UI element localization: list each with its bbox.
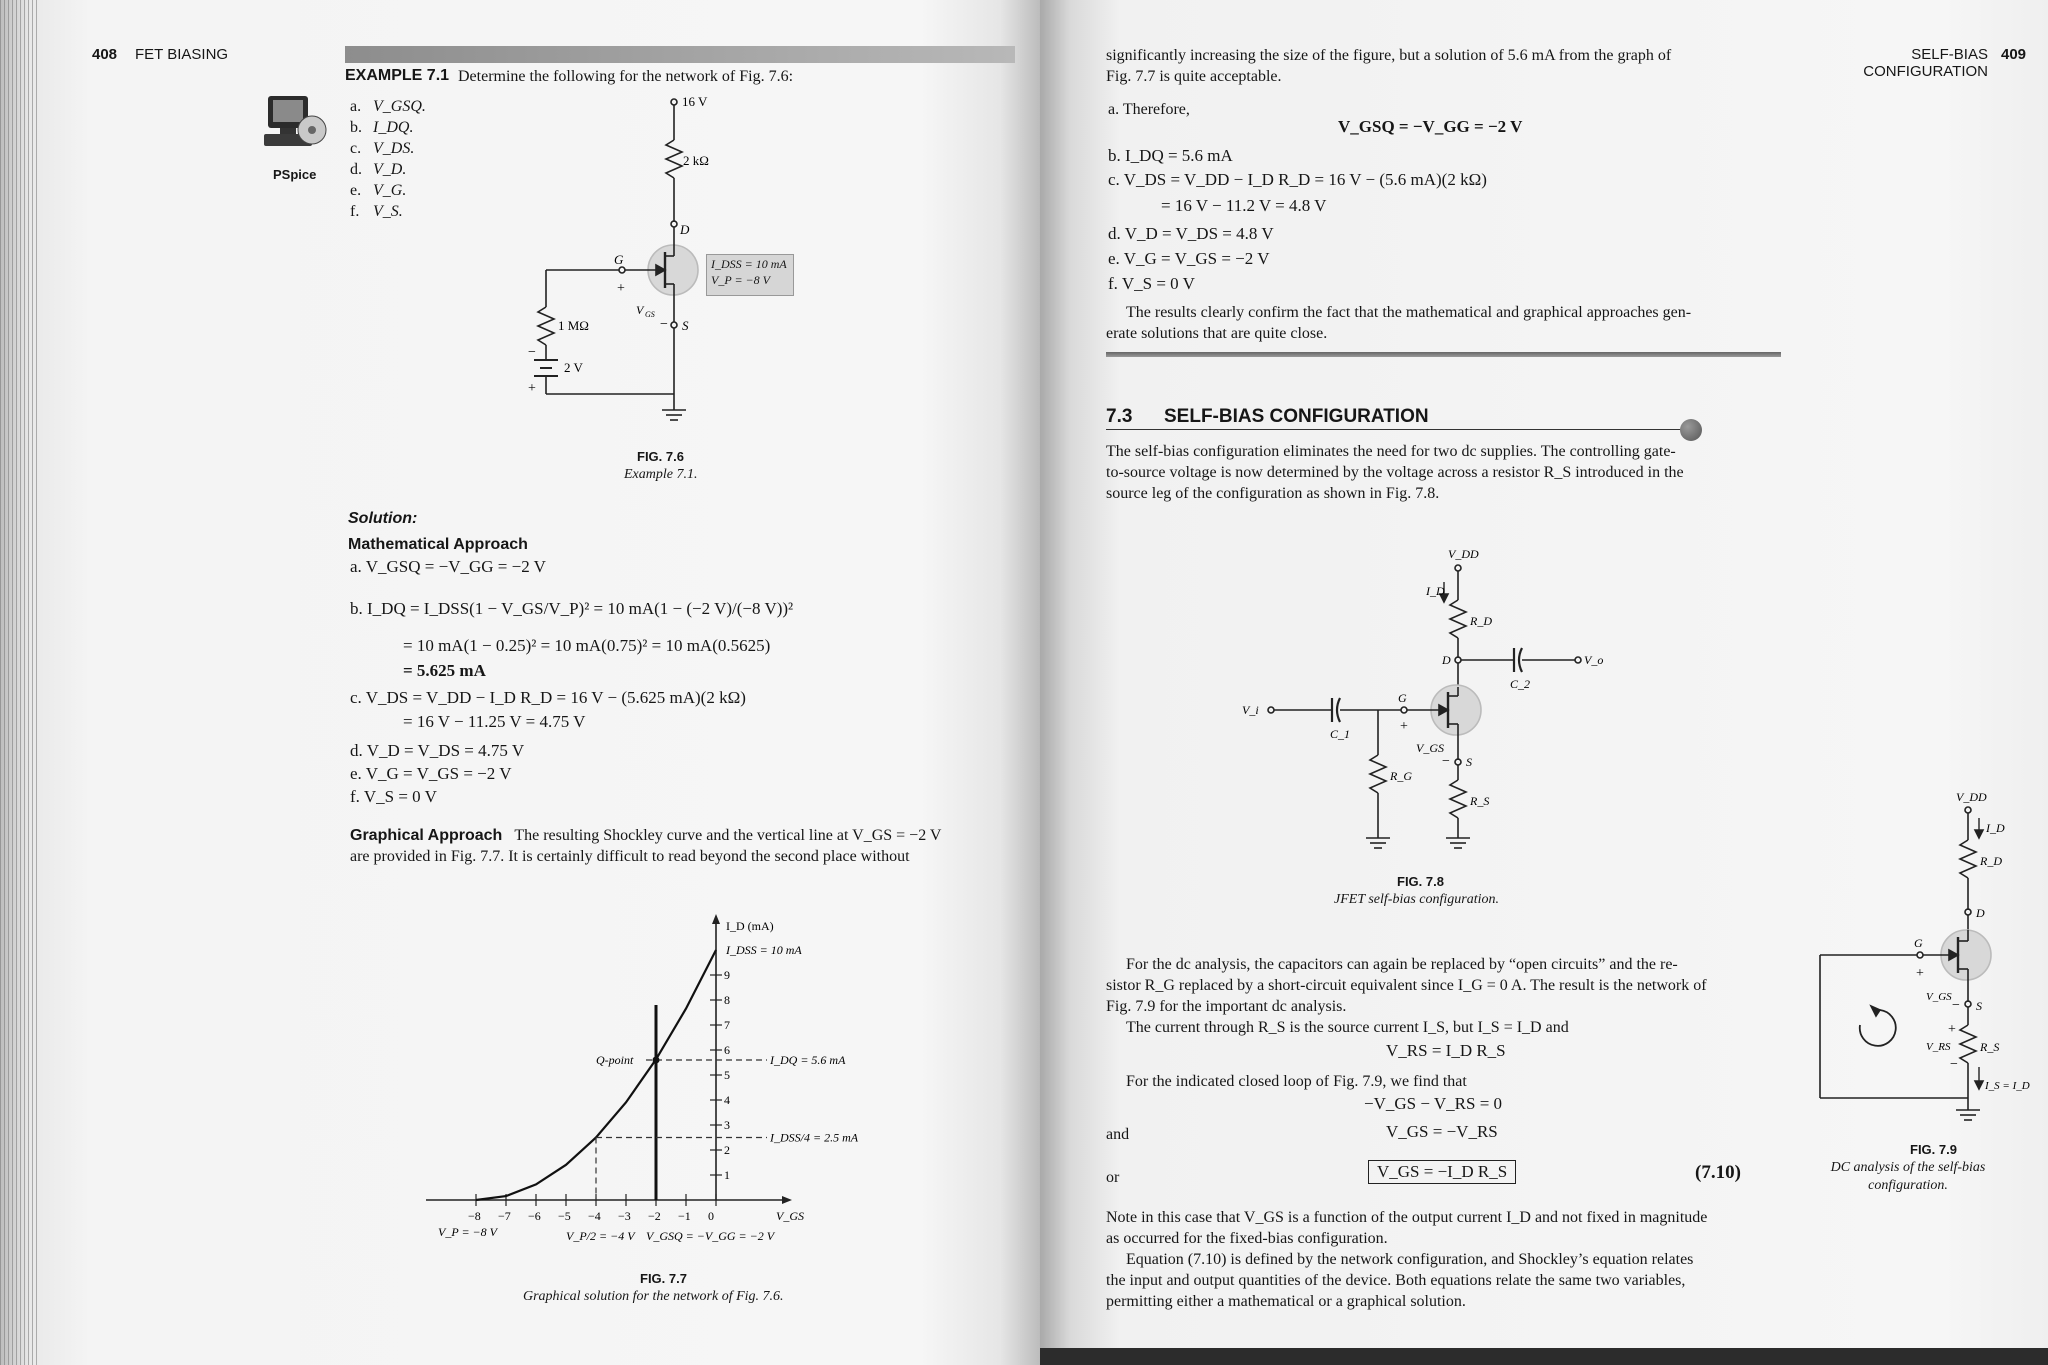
q-point-label: Q-point <box>596 1053 634 1067</box>
running-head-right-2: CONFIGURATION <box>1863 63 1988 80</box>
fig76-rg-label: 1 MΩ <box>558 318 589 333</box>
fig79-plus: + <box>1916 966 1924 981</box>
current-text: The current through R_S is the source current I_S, but I_S = I_D and <box>1126 1019 1569 1036</box>
idss-label: I_DSS = 10 mA <box>726 943 802 957</box>
example-item-f-letter: f. <box>350 203 360 220</box>
y-tick-label: 4 <box>724 1093 730 1107</box>
right-eq-d: d. V_D = V_DS = 4.8 V <box>1108 224 1274 243</box>
eq-boxed: V_GS = −I_D R_S <box>1368 1160 1516 1184</box>
eqdef-text3: permitting either a mathematical or a graphical solution. <box>1106 1293 1466 1310</box>
vdd-terminal <box>671 99 677 105</box>
fig78-c1-label: C_1 <box>1330 727 1351 741</box>
example-prompt: Determine the following for the network of Fig. 7.6: <box>458 68 794 85</box>
example-item-b: I_DQ. <box>373 119 414 136</box>
fig78-s-label: S <box>1466 755 1472 769</box>
y-tick-label: 8 <box>724 993 730 1007</box>
fig76-minus: − <box>660 317 668 332</box>
graphical-approach-text2: are provided in Fig. 7.7. It is certainly difficult to read beyond the second place without <box>350 848 910 865</box>
right-top-text2: Fig. 7.7 is quite acceptable. <box>1106 68 1282 85</box>
fig79-caption1: DC analysis of the self-bias <box>1830 1160 1986 1175</box>
page-number-right: 409 <box>2001 46 2027 63</box>
fig76-s-label: S <box>682 318 689 333</box>
fig78-id-label: I_D <box>1426 584 1445 598</box>
y-tick-label: 3 <box>724 1118 730 1132</box>
running-head-right-1: SELF-BIAS <box>1911 46 1988 63</box>
intro-line1: The self-bias configuration eliminates the need for two dc supplies. The controlling gate- <box>1106 443 1676 460</box>
fig76-d-label: D <box>680 222 690 237</box>
eq-number: (7.10) <box>1695 1162 1741 1183</box>
solution-eq-d: d. V_D = V_DS = 4.75 V <box>350 741 525 760</box>
right-eq-f: f. V_S = 0 V <box>1108 274 1195 293</box>
eq-and: V_GS = −V_RS <box>1386 1122 1498 1141</box>
fig79-g-label: G <box>1914 936 1923 950</box>
fig76-battery-plus: + <box>528 381 536 396</box>
dc-text3: Fig. 7.9 for the important dc analysis. <box>1106 998 1347 1015</box>
fig78-vo-label: V_o <box>1584 653 1604 667</box>
x-tick-label: −2 <box>648 1209 661 1223</box>
section-number: 7.3 <box>1106 406 1133 427</box>
example-header-bar <box>345 46 1015 63</box>
rg-resistor <box>538 307 554 345</box>
solution-eq-c: c. V_DS = V_DD − I_D R_D = 16 V − (5.625 mA)(2 kΩ) <box>350 688 746 707</box>
fig77-title: FIG. 7.7 <box>640 1271 687 1286</box>
section-title: SELF-BIAS CONFIGURATION <box>1164 406 1429 427</box>
example-item-a-letter: a. <box>350 98 362 115</box>
graphical-approach-heading: Graphical Approach <box>350 827 503 844</box>
fig78-plus: + <box>1400 719 1408 734</box>
fig76-battery-minus: − <box>528 345 536 360</box>
solution-eq-b3: = 5.625 mA <box>403 661 486 680</box>
math-approach-heading: Mathematical Approach <box>348 536 528 553</box>
fig79-rs-label: R_S <box>1980 1040 2000 1054</box>
fig79-s-label: S <box>1976 999 1982 1013</box>
fig78-d-label: D <box>1442 653 1451 667</box>
right-results2: erate solutions that are quite close. <box>1106 325 1328 342</box>
fig-7-9-circuit <box>1780 780 2040 1130</box>
fig76-rd-label: 2 kΩ <box>683 153 709 168</box>
y-tick-label: 6 <box>724 1043 730 1057</box>
right-eq-e: e. V_G = V_GS = −2 V <box>1108 249 1270 268</box>
book-binding-edge <box>0 0 40 1365</box>
fig-7-7-chart <box>440 890 860 1260</box>
x-axis-label: V_GS <box>776 1209 804 1223</box>
x-tick-label: −7 <box>498 1209 511 1223</box>
pspice-computer-icon <box>262 92 328 162</box>
example-item-d-letter: d. <box>350 161 362 178</box>
example-item-c-letter: c. <box>350 140 362 157</box>
y-tick-label: 5 <box>724 1068 730 1082</box>
fig79-minus: − <box>1952 998 1960 1013</box>
fig76-vgg-label: 2 V <box>564 360 583 375</box>
pspice-label: PSpice <box>273 167 317 182</box>
fig76-plus: + <box>617 281 625 296</box>
example-item-a: V_GSQ. <box>373 98 426 115</box>
idq-label: I_DQ = 5.6 mA <box>770 1053 846 1067</box>
x-tick-label: −6 <box>528 1209 541 1223</box>
right-eq-c: c. V_DS = V_DD − I_D R_D = 16 V − (5.6 mA)(2 kΩ) <box>1108 170 1487 189</box>
x-tick-label: 0 <box>708 1209 714 1223</box>
vp2-label: V_P/2 = −4 V <box>566 1229 635 1243</box>
fig78-minus: − <box>1442 754 1450 769</box>
page-bottom-shadow <box>1040 1348 2048 1365</box>
x-tick-label: −4 <box>588 1209 601 1223</box>
graphical-approach-line1 <box>350 825 941 846</box>
solution-eq-b2: = 10 mA(1 − 0.25)² = 10 mA(0.75)² = 10 mA(0.5625) <box>403 636 771 655</box>
fig76-vgs-sub: GS <box>645 310 655 319</box>
solution-heading: Solution: <box>348 510 418 527</box>
fig78-rd-label: R_D <box>1470 614 1492 628</box>
fig78-title: FIG. 7.8 <box>1397 874 1444 889</box>
note-text2: as occurred for the fixed-bias configuration. <box>1106 1230 1388 1247</box>
fig78-vi-label: V_i <box>1242 703 1259 717</box>
example-item-d: V_D. <box>373 161 407 178</box>
dc-text1: For the dc analysis, the capacitors can again be replaced by “open circuits” and the re- <box>1126 956 1678 973</box>
vp-label: V_P = −8 V <box>438 1225 497 1239</box>
fig79-title: FIG. 7.9 <box>1910 1142 1957 1157</box>
fig79-rd-label: R_D <box>1980 854 2002 868</box>
loop-text: For the indicated closed loop of Fig. 7.9, we find that <box>1126 1073 1467 1090</box>
right-eq-c2: = 16 V − 11.2 V = 4.8 V <box>1161 196 1327 215</box>
section-rule <box>1106 429 1681 430</box>
right-therefore: a. Therefore, <box>1108 101 1190 118</box>
section-dot <box>1680 419 1702 441</box>
fig78-vgs-label: V_GS <box>1416 741 1444 755</box>
solution-eq-c2: = 16 V − 11.25 V = 4.75 V <box>403 712 586 731</box>
note-text1: Note in this case that V_GS is a function of the output current I_D and not fixed in magnitude <box>1106 1209 1708 1226</box>
or-word: or <box>1106 1169 1120 1186</box>
fig76-vp-spec: V_P = −8 V <box>711 273 770 287</box>
x-tick-label: −8 <box>468 1209 481 1223</box>
y-tick-label: 7 <box>724 1018 730 1032</box>
fig78-rg-resistor <box>1370 755 1386 793</box>
intro-line2: to-source voltage is now determined by the voltage across a resistor R_S introduced in the <box>1106 464 1684 481</box>
fig79-vdd-label: V_DD <box>1956 790 1987 804</box>
idss4-label: I_DSS/4 = 2.5 mA <box>770 1130 859 1145</box>
q-point-dot <box>653 1057 660 1064</box>
fig79-vrs-plus: + <box>1948 1022 1956 1037</box>
fig79-caption2: configuration. <box>1868 1178 1948 1193</box>
right-results1: The results clearly confirm the fact that the mathematical and graphical approaches gen- <box>1126 304 1692 321</box>
x-tick-label: −5 <box>558 1209 571 1223</box>
fig78-rd-resistor <box>1450 600 1466 638</box>
fig79-vrs-minus: − <box>1950 1057 1958 1072</box>
fig79-vrs-label: V_RS <box>1926 1041 1951 1053</box>
fig76-caption: Example 7.1. <box>624 467 698 482</box>
eq-vrs: V_RS = I_D R_S <box>1386 1041 1506 1060</box>
example-item-c: V_DS. <box>373 140 415 157</box>
fig76-title: FIG. 7.6 <box>637 449 684 464</box>
and-word: and <box>1106 1126 1130 1143</box>
right-page <box>1040 0 2048 1365</box>
solution-eq-a: a. V_GSQ = −V_GG = −2 V <box>350 557 546 576</box>
fig77-caption: Graphical solution for the network of Fig. 7.6. <box>523 1289 784 1304</box>
y-tick-label: 9 <box>724 968 730 982</box>
x-tick-label: −3 <box>618 1209 631 1223</box>
fig76-idss-spec: I_DSS = 10 mA <box>711 257 787 271</box>
fig79-vgs-label: V_GS <box>1926 991 1952 1003</box>
eq-loop: −V_GS − V_RS = 0 <box>1364 1094 1503 1113</box>
fig79-is-label: I_S = I_D <box>1985 1080 2030 1092</box>
y-axis-label: I_D (mA) <box>726 919 774 933</box>
intro-line3: source leg of the configuration as shown in Fig. 7.8. <box>1106 485 1440 502</box>
fig78-vdd-label: V_DD <box>1448 547 1479 561</box>
dc-text2: sistor R_G replaced by a short-circuit equivalent since I_G = 0 A. The result is the network of <box>1106 977 1707 994</box>
example-end-rule <box>1106 352 1781 357</box>
fig78-rg-label: R_G <box>1390 769 1412 783</box>
fig78-c2-label: C_2 <box>1510 677 1531 691</box>
example-item-e-letter: e. <box>350 182 362 199</box>
right-eq-a: V_GSQ = −V_GG = −2 V <box>1338 117 1523 136</box>
eqdef-text1: Equation (7.10) is defined by the network configuration, and Shockley’s equation relates <box>1126 1251 1694 1268</box>
fig76-g-label: G <box>614 252 624 267</box>
fig-7-8-circuit <box>1230 540 1604 860</box>
example-item-e: V_G. <box>373 182 407 199</box>
example-item-b-letter: b. <box>350 119 362 136</box>
fig78-g-label: G <box>1398 691 1407 705</box>
vgsq-label: V_GSQ = −V_GG = −2 V <box>646 1229 775 1243</box>
y-tick-label: 1 <box>724 1168 730 1182</box>
x-axis-arrow <box>782 1196 792 1204</box>
x-tick-label: −1 <box>678 1209 691 1223</box>
y-axis-arrow <box>712 914 720 924</box>
fig76-device-spec-box <box>706 254 794 296</box>
fig79-d-label: D <box>1976 906 1985 920</box>
right-eq-b: b. I_DQ = 5.6 mA <box>1108 146 1233 165</box>
right-top-text1: significantly increasing the size of the figure, but a solution of 5.6 mA from the graph of <box>1106 47 1672 64</box>
fig78-caption: JFET self-bias configuration. <box>1334 892 1500 907</box>
example-item-f: V_S. <box>373 203 403 220</box>
fig78-rs-label: R_S <box>1470 794 1490 808</box>
eqdef-text2: the input and output quantities of the device. Both equations relate the same two variables, <box>1106 1272 1686 1289</box>
solution-eq-b: b. I_DQ = I_DSS(1 − V_GS/V_P)² = 10 mA(1 − (−2 V)/(−8 V))² <box>350 599 794 618</box>
y-tick-label: 2 <box>724 1143 730 1157</box>
graphical-approach-text1: The resulting Shockley curve and the vertical line at V_GS = −2 V <box>514 827 942 844</box>
fig76-vdd-label: 16 V <box>682 94 708 109</box>
fig78-rs-resistor <box>1450 780 1466 818</box>
example-label: EXAMPLE 7.1 <box>345 67 450 84</box>
running-head-left: FET BIASING <box>135 46 229 63</box>
fig76-vgs-label: V <box>636 303 644 317</box>
fig79-id-label: I_D <box>1986 821 2005 835</box>
rd-resistor <box>666 140 682 178</box>
page-number-left: 408 <box>92 46 118 63</box>
solution-eq-e: e. V_G = V_GS = −2 V <box>350 764 512 783</box>
solution-eq-f: f. V_S = 0 V <box>350 787 437 806</box>
